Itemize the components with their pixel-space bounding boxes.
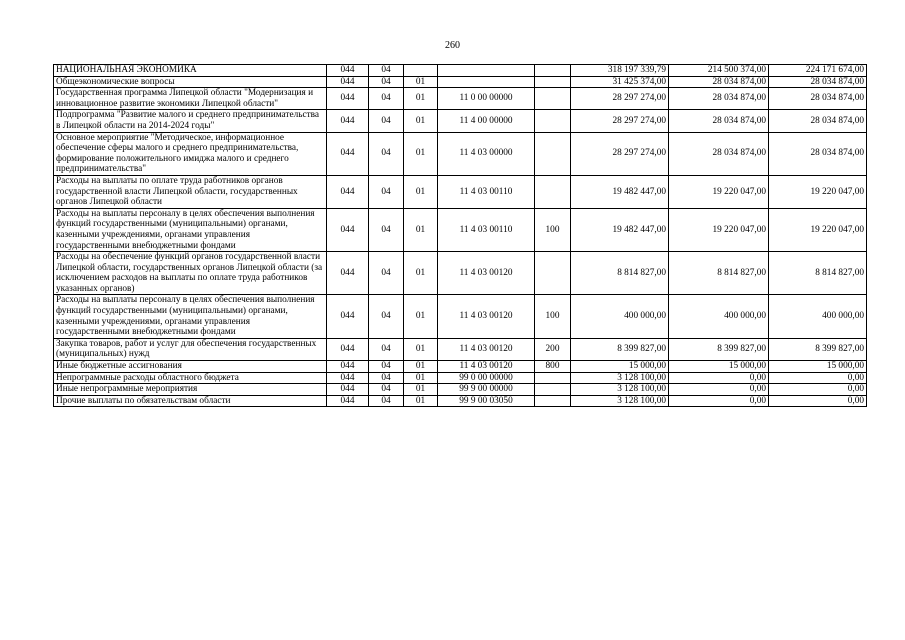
cell-amount-year-2: 8 814 827,00 (669, 252, 769, 295)
cell-grbs-code: 044 (327, 110, 369, 132)
cell-grbs-code: 044 (327, 395, 369, 407)
cell-amount-year-2: 19 220 047,00 (669, 208, 769, 251)
cell-amount-year-2: 0,00 (669, 372, 769, 384)
cell-amount-year-3: 0,00 (769, 384, 867, 396)
cell-amount-year-2: 15 000,00 (669, 361, 769, 373)
cell-amount-year-1: 19 482 447,00 (571, 208, 669, 251)
cell-amount-year-1: 3 128 100,00 (571, 384, 669, 396)
cell-item-name: Государственная программа Липецкой области "Модернизация и инновационное развитие экономики Липецкой области" (54, 88, 327, 110)
cell-grbs-code: 044 (327, 372, 369, 384)
cell-amount-year-1: 28 297 274,00 (571, 132, 669, 175)
cell-amount-year-2: 28 034 874,00 (669, 132, 769, 175)
cell-grbs-code: 044 (327, 361, 369, 373)
table-row (54, 252, 867, 295)
cell-target-article: 11 4 03 00120 (438, 252, 535, 295)
cell-amount-year-3: 19 220 047,00 (769, 208, 867, 251)
cell-item-name: Расходы на выплаты по оплате труда работников органов государственной власти Липецкой области, государственных органов Липецкой области (54, 175, 327, 208)
cell-item-name: Прочие выплаты по обязательствам области (54, 395, 327, 407)
cell-amount-year-1: 31 425 374,00 (571, 76, 669, 88)
cell-expense-type: 200 (535, 338, 571, 360)
cell-expense-type (535, 65, 571, 77)
cell-amount-year-3: 8 814 827,00 (769, 252, 867, 295)
cell-item-name: Расходы на выплаты персоналу в целях обеспечения выполнения функций государственными (муниципальными) органами, казенными учреждениями, органами управления государственными внебюджетными фондами (54, 295, 327, 338)
budget-table-body (54, 65, 867, 407)
cell-amount-year-3: 28 034 874,00 (769, 88, 867, 110)
cell-section-code: 04 (369, 110, 404, 132)
cell-amount-year-1: 19 482 447,00 (571, 175, 669, 208)
cell-subsection-code: 01 (404, 295, 438, 338)
cell-amount-year-3: 224 171 674,00 (769, 65, 867, 77)
cell-target-article: 11 0 00 00000 (438, 88, 535, 110)
cell-section-code: 04 (369, 65, 404, 77)
cell-item-name: Иные бюджетные ассигнования (54, 361, 327, 373)
cell-target-article: 11 4 03 00120 (438, 338, 535, 360)
cell-section-code: 04 (369, 76, 404, 88)
cell-amount-year-1: 400 000,00 (571, 295, 669, 338)
cell-target-article (438, 65, 535, 77)
cell-amount-year-1: 318 197 339,79 (571, 65, 669, 77)
cell-target-article: 11 4 03 00120 (438, 361, 535, 373)
cell-item-name: Закупка товаров, работ и услуг для обеспечения государственных (муниципальных) нужд (54, 338, 327, 360)
cell-amount-year-1: 3 128 100,00 (571, 372, 669, 384)
cell-amount-year-2: 28 034 874,00 (669, 110, 769, 132)
cell-expense-type (535, 372, 571, 384)
cell-expense-type (535, 88, 571, 110)
cell-section-code: 04 (369, 208, 404, 251)
cell-amount-year-1: 8 399 827,00 (571, 338, 669, 360)
budget-table (53, 64, 867, 407)
cell-item-name: Расходы на выплаты персоналу в целях обеспечения выполнения функций государственными (муниципальными) органами, казенными учреждениями, органами управления государственными внебюджетными фондами (54, 208, 327, 251)
cell-target-article: 11 4 03 00110 (438, 175, 535, 208)
cell-amount-year-2: 19 220 047,00 (669, 175, 769, 208)
cell-amount-year-1: 28 297 274,00 (571, 110, 669, 132)
cell-expense-type (535, 384, 571, 396)
cell-subsection-code: 01 (404, 88, 438, 110)
table-row (54, 110, 867, 132)
cell-subsection-code: 01 (404, 208, 438, 251)
cell-subsection-code: 01 (404, 76, 438, 88)
cell-subsection-code: 01 (404, 395, 438, 407)
cell-item-name: Общеэкономические вопросы (54, 76, 327, 88)
cell-item-name: НАЦИОНАЛЬНАЯ ЭКОНОМИКА (54, 65, 327, 77)
cell-expense-type (535, 76, 571, 88)
table-row (54, 208, 867, 251)
cell-subsection-code: 01 (404, 110, 438, 132)
cell-item-name: Иные непрограммные мероприятия (54, 384, 327, 396)
cell-subsection-code: 01 (404, 338, 438, 360)
cell-section-code: 04 (369, 175, 404, 208)
table-row (54, 384, 867, 396)
cell-expense-type (535, 252, 571, 295)
page-number: 260 (445, 40, 460, 51)
cell-grbs-code: 044 (327, 295, 369, 338)
cell-subsection-code: 01 (404, 175, 438, 208)
cell-grbs-code: 044 (327, 132, 369, 175)
cell-item-name: Основное мероприятие "Методическое, информационное обеспечение сферы малого и среднего предпринимательства, формирование положительного имиджа малого и среднего предпринимательства" (54, 132, 327, 175)
table-row (54, 295, 867, 338)
cell-section-code: 04 (369, 252, 404, 295)
cell-amount-year-3: 19 220 047,00 (769, 175, 867, 208)
cell-item-name: Подпрограмма "Развитие малого и среднего предпринимательства в Липецкой области на 2014-2024 годы" (54, 110, 327, 132)
cell-amount-year-3: 0,00 (769, 395, 867, 407)
cell-amount-year-2: 214 500 374,00 (669, 65, 769, 77)
cell-grbs-code: 044 (327, 384, 369, 396)
table-row (54, 395, 867, 407)
cell-section-code: 04 (369, 372, 404, 384)
cell-item-name: Расходы на обеспечение функций органов государственной власти Липецкой области, государственных органов Липецкой области (за исключением расходов на выплаты по оплате труда работников указанных органов) (54, 252, 327, 295)
cell-amount-year-3: 400 000,00 (769, 295, 867, 338)
cell-subsection-code: 01 (404, 132, 438, 175)
cell-amount-year-3: 28 034 874,00 (769, 76, 867, 88)
cell-grbs-code: 044 (327, 76, 369, 88)
cell-expense-type (535, 395, 571, 407)
cell-grbs-code: 044 (327, 175, 369, 208)
cell-amount-year-1: 8 814 827,00 (571, 252, 669, 295)
cell-section-code: 04 (369, 361, 404, 373)
cell-subsection-code (404, 65, 438, 77)
cell-section-code: 04 (369, 384, 404, 396)
cell-target-article (438, 76, 535, 88)
cell-amount-year-2: 0,00 (669, 395, 769, 407)
cell-grbs-code: 044 (327, 338, 369, 360)
cell-amount-year-3: 28 034 874,00 (769, 110, 867, 132)
cell-amount-year-3: 15 000,00 (769, 361, 867, 373)
cell-amount-year-3: 0,00 (769, 372, 867, 384)
cell-target-article: 11 4 00 00000 (438, 110, 535, 132)
cell-target-article: 99 9 00 00000 (438, 384, 535, 396)
cell-section-code: 04 (369, 132, 404, 175)
cell-expense-type: 100 (535, 295, 571, 338)
cell-expense-type: 100 (535, 208, 571, 251)
cell-target-article: 11 4 03 00110 (438, 208, 535, 251)
cell-amount-year-1: 15 000,00 (571, 361, 669, 373)
cell-amount-year-2: 8 399 827,00 (669, 338, 769, 360)
cell-section-code: 04 (369, 395, 404, 407)
table-row (54, 88, 867, 110)
table-row (54, 76, 867, 88)
cell-expense-type (535, 175, 571, 208)
cell-amount-year-2: 28 034 874,00 (669, 88, 769, 110)
cell-expense-type: 800 (535, 361, 571, 373)
cell-amount-year-3: 28 034 874,00 (769, 132, 867, 175)
cell-expense-type (535, 132, 571, 175)
cell-subsection-code: 01 (404, 384, 438, 396)
cell-expense-type (535, 110, 571, 132)
cell-subsection-code: 01 (404, 361, 438, 373)
cell-subsection-code: 01 (404, 372, 438, 384)
cell-grbs-code: 044 (327, 65, 369, 77)
cell-target-article: 99 0 00 00000 (438, 372, 535, 384)
cell-section-code: 04 (369, 88, 404, 110)
cell-amount-year-2: 400 000,00 (669, 295, 769, 338)
cell-target-article: 11 4 03 00120 (438, 295, 535, 338)
table-row (54, 175, 867, 208)
cell-subsection-code: 01 (404, 252, 438, 295)
cell-target-article: 99 9 00 03050 (438, 395, 535, 407)
cell-amount-year-1: 3 128 100,00 (571, 395, 669, 407)
cell-amount-year-3: 8 399 827,00 (769, 338, 867, 360)
cell-amount-year-1: 28 297 274,00 (571, 88, 669, 110)
table-row (54, 361, 867, 373)
cell-grbs-code: 044 (327, 88, 369, 110)
table-row (54, 372, 867, 384)
cell-amount-year-2: 0,00 (669, 384, 769, 396)
table-row (54, 132, 867, 175)
cell-section-code: 04 (369, 338, 404, 360)
cell-item-name: Непрограммные расходы областного бюджета (54, 372, 327, 384)
table-row (54, 65, 867, 77)
cell-target-article: 11 4 03 00000 (438, 132, 535, 175)
cell-section-code: 04 (369, 295, 404, 338)
cell-grbs-code: 044 (327, 252, 369, 295)
table-row (54, 338, 867, 360)
cell-amount-year-2: 28 034 874,00 (669, 76, 769, 88)
cell-grbs-code: 044 (327, 208, 369, 251)
